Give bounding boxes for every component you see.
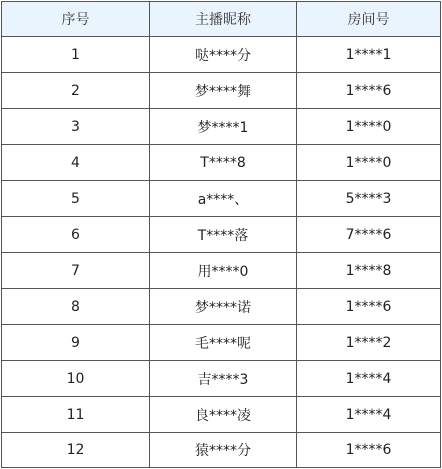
cell-index: 5: [2, 181, 150, 217]
table-row: [2, 289, 441, 325]
table-row: [2, 217, 441, 253]
cell-room: 1****0: [297, 145, 441, 181]
cell-room: 7****6: [297, 217, 441, 253]
cell-room: 1****8: [297, 253, 441, 289]
header-nickname: 主播昵称: [150, 2, 297, 37]
table-row: [2, 361, 441, 397]
cell-room: 1****0: [297, 109, 441, 145]
table-row: [2, 73, 441, 109]
cell-index: 2: [2, 73, 150, 109]
cell-nickname: 猿****分: [150, 433, 297, 468]
cell-nickname: 吉****3: [150, 361, 297, 397]
cell-room: 1****6: [297, 433, 441, 468]
table-row: [2, 433, 441, 468]
header-index: 序号: [2, 2, 150, 37]
table-row: [2, 109, 441, 145]
cell-index: 12: [2, 433, 150, 468]
table-row: [2, 145, 441, 181]
cell-nickname: a****、: [150, 181, 297, 217]
cell-room: 1****6: [297, 73, 441, 109]
cell-room: 1****4: [297, 361, 441, 397]
cell-index: 6: [2, 217, 150, 253]
cell-nickname: T****落: [150, 217, 297, 253]
cell-room: 1****6: [297, 289, 441, 325]
cell-nickname: T****8: [150, 145, 297, 181]
header-room: 房间号: [297, 2, 441, 37]
table-row: [2, 253, 441, 289]
cell-nickname: 梦****1: [150, 109, 297, 145]
cell-index: 9: [2, 325, 150, 361]
cell-nickname: 毛****呢: [150, 325, 297, 361]
cell-nickname: 梦****诺: [150, 289, 297, 325]
cell-nickname: 用****0: [150, 253, 297, 289]
streamer-table: [1, 1, 441, 468]
cell-index: 8: [2, 289, 150, 325]
cell-nickname: 梦****舞: [150, 73, 297, 109]
cell-index: 3: [2, 109, 150, 145]
cell-room: 1****4: [297, 397, 441, 433]
cell-index: 10: [2, 361, 150, 397]
cell-nickname: 哒****分: [150, 37, 297, 73]
table-row: [2, 325, 441, 361]
cell-index: 4: [2, 145, 150, 181]
cell-index: 7: [2, 253, 150, 289]
table-row: [2, 397, 441, 433]
cell-nickname: 良****凌: [150, 397, 297, 433]
header-row: [2, 2, 441, 37]
table-row: [2, 37, 441, 73]
cell-room: 5****3: [297, 181, 441, 217]
cell-index: 1: [2, 37, 150, 73]
cell-index: 11: [2, 397, 150, 433]
table-row: [2, 181, 441, 217]
cell-room: 1****2: [297, 325, 441, 361]
cell-room: 1****1: [297, 37, 441, 73]
